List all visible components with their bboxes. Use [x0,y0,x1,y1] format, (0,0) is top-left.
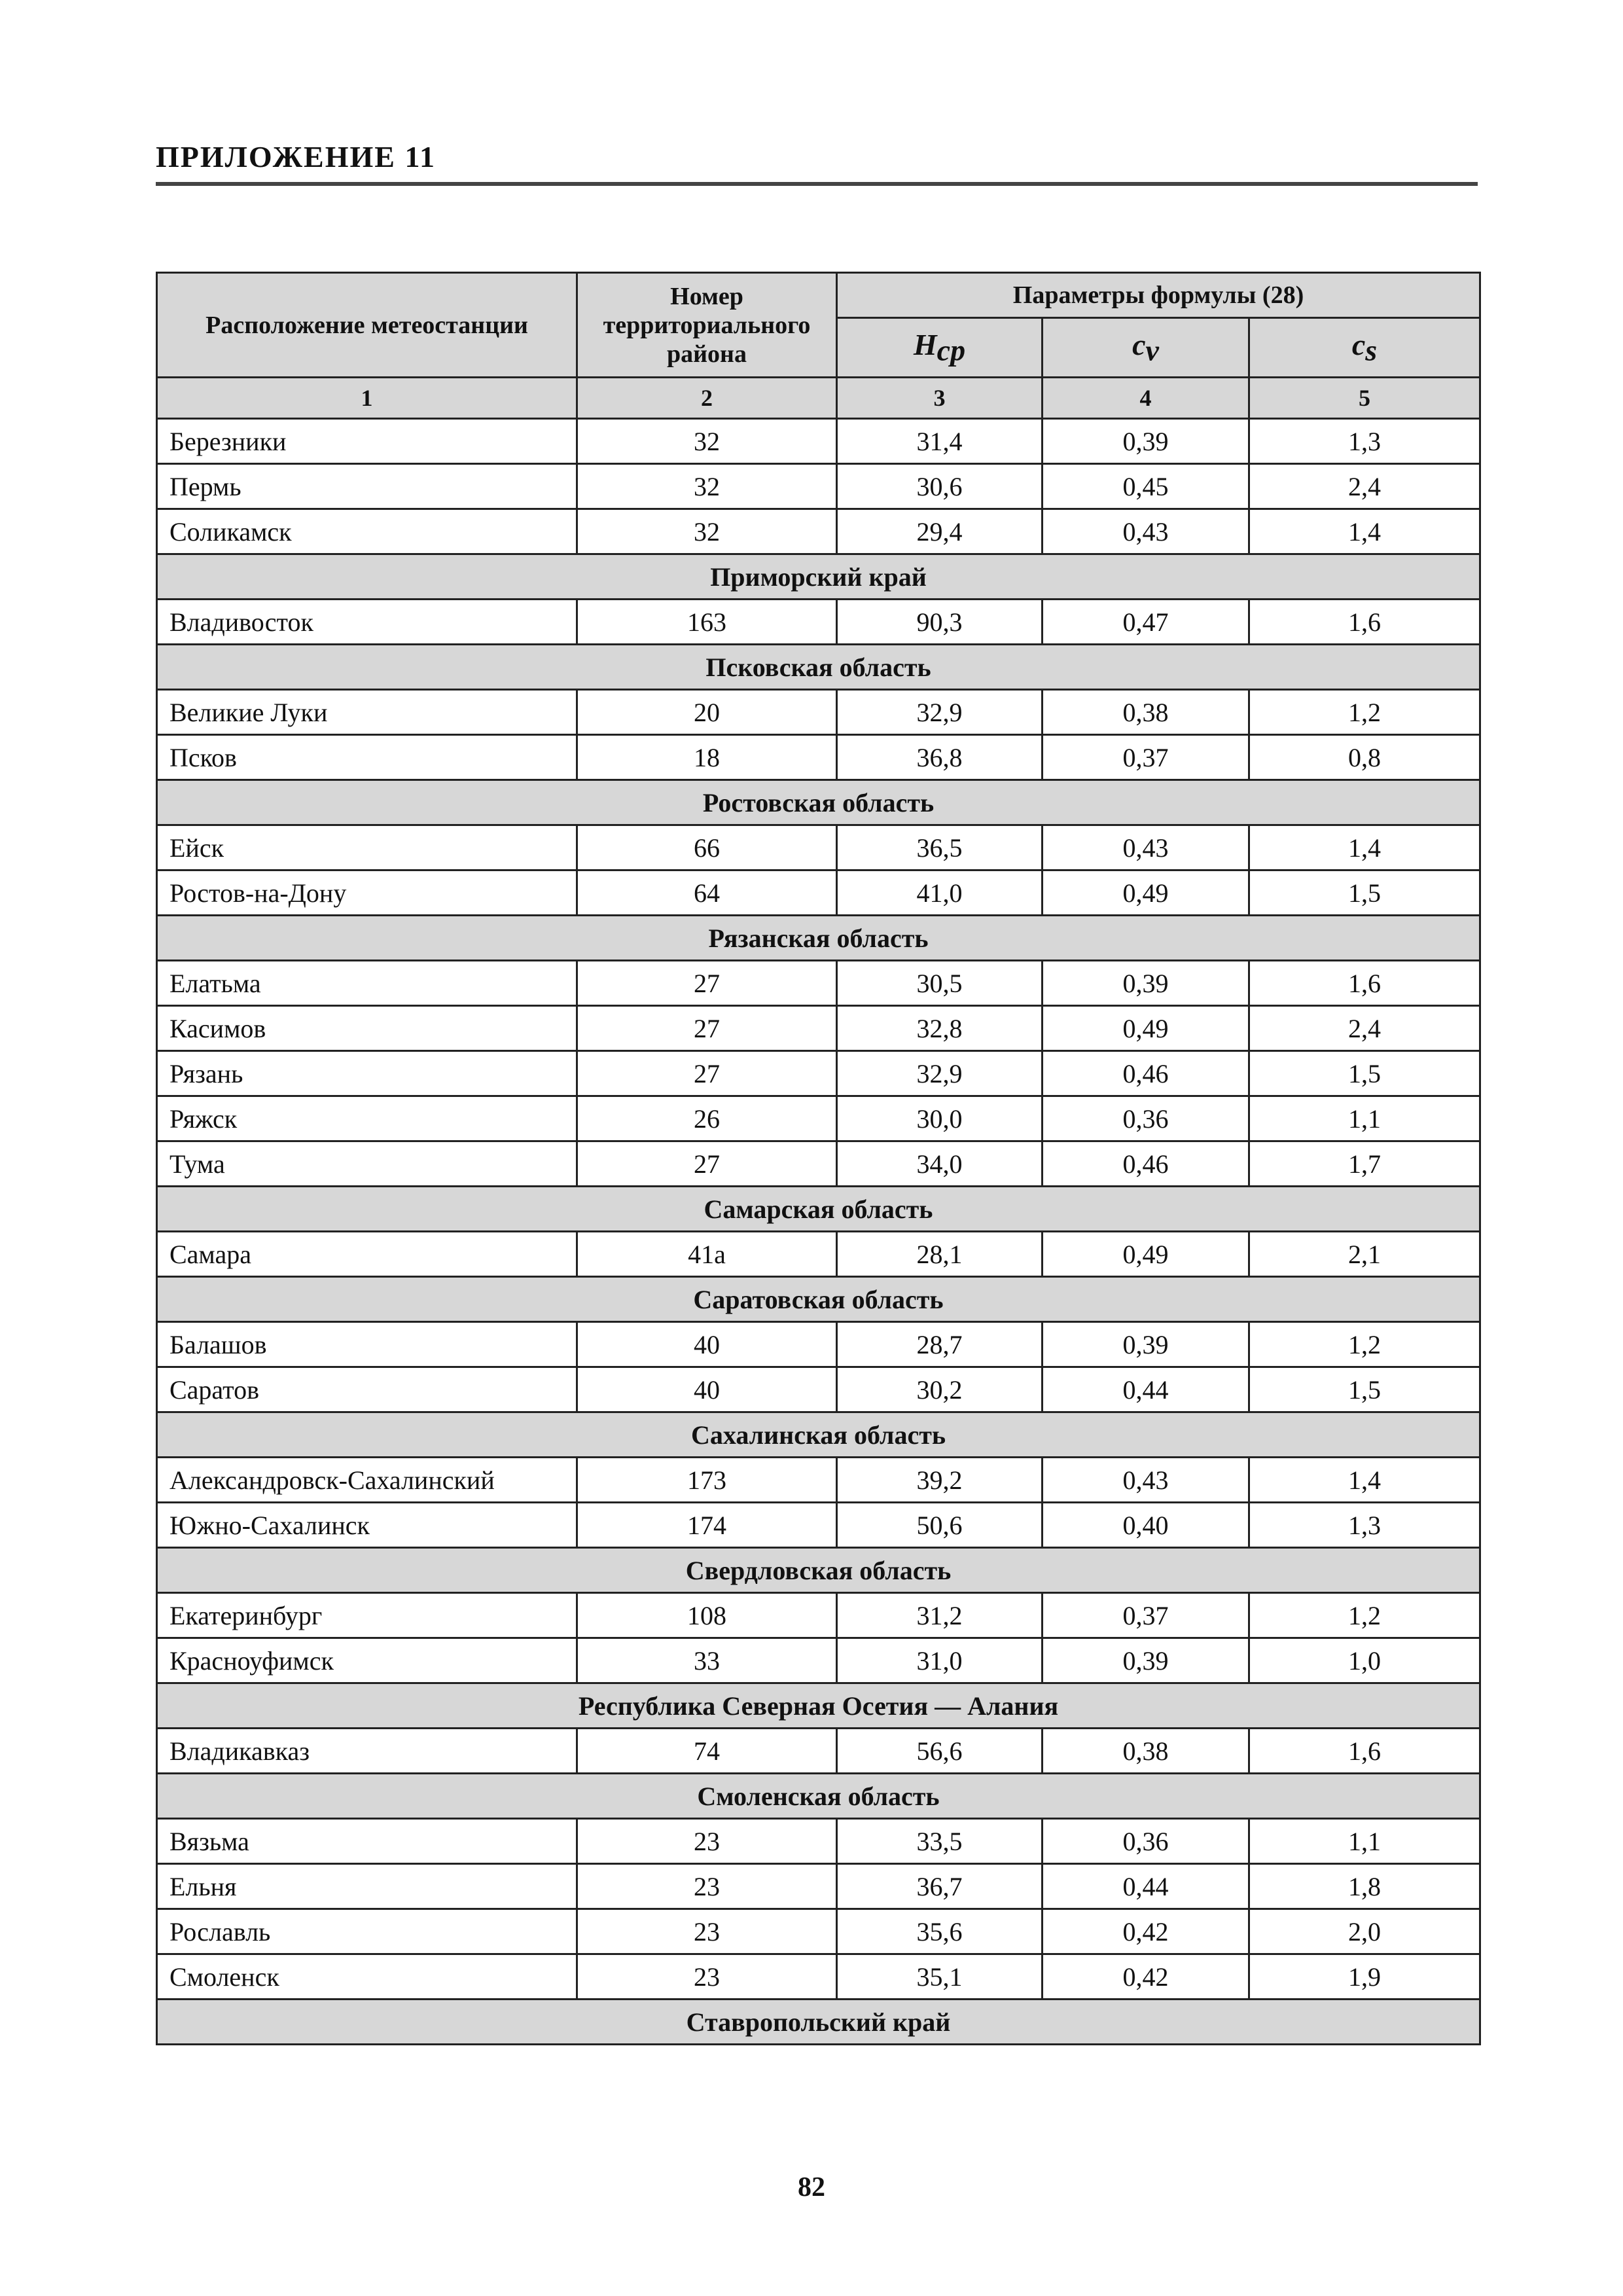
h-avg-value: 32,9 [837,690,1043,735]
header-divider [156,182,1478,186]
region-header-row [157,1774,1480,1819]
h-avg-value: 28,7 [837,1322,1043,1367]
table-row [157,1141,1480,1187]
region-name: Ставропольский край [157,2000,1480,2045]
table-row [157,1096,1480,1141]
district-number: 27 [577,1006,837,1051]
h-avg-value: 56,6 [837,1729,1043,1774]
cv-value: 0,44 [1043,1367,1249,1412]
parameters-table [156,272,1481,2045]
table-row [157,735,1480,780]
district-number: 27 [577,1141,837,1187]
cs-value: 1,1 [1249,1096,1480,1141]
cv-value: 0,37 [1043,1593,1249,1638]
region-header-row [157,1187,1480,1232]
region-header-row [157,1683,1480,1729]
district-number: 23 [577,1954,837,2000]
station-name: Красноуфимск [157,1638,577,1683]
region-name: Приморский край [157,554,1480,600]
district-number: 40 [577,1322,837,1367]
region-name: Смоленская область [157,1774,1480,1819]
cs-value: 1,0 [1249,1638,1480,1683]
station-name: Ростов-на-Дону [157,870,577,916]
cs-value: 1,5 [1249,870,1480,916]
cv-value: 0,45 [1043,464,1249,509]
station-name: Псков [157,735,577,780]
cv-value: 0,39 [1043,419,1249,464]
region-name: Сахалинская область [157,1412,1480,1458]
district-number: 32 [577,509,837,554]
h-avg-value: 36,8 [837,735,1043,780]
table-row [157,961,1480,1006]
station-name: Тума [157,1141,577,1187]
station-name: Ейск [157,825,577,870]
table-row [157,1503,1480,1548]
cs-value: 1,1 [1249,1819,1480,1864]
region-header-row [157,2000,1480,2045]
table-row [157,1729,1480,1774]
district-number: 40 [577,1367,837,1412]
page-number: 82 [798,2172,825,2202]
h-avg-value: 31,2 [837,1593,1043,1638]
column-number: 4 [1043,378,1249,419]
station-name: Саратов [157,1367,577,1412]
station-name: Ельня [157,1864,577,1909]
column-number: 3 [837,378,1043,419]
station-name: Владивосток [157,600,577,645]
district-number: 18 [577,735,837,780]
cs-value: 1,7 [1249,1141,1480,1187]
cs-value: 1,6 [1249,1729,1480,1774]
column-header-cv: $c_v$ [1043,318,1249,378]
cs-value: 1,5 [1249,1051,1480,1096]
table-row [157,464,1480,509]
district-number: 23 [577,1864,837,1909]
h-avg-value: 41,0 [837,870,1043,916]
table-row [157,1819,1480,1864]
cv-value: 0,40 [1043,1503,1249,1548]
station-name: Касимов [157,1006,577,1051]
cs-value: 1,2 [1249,1322,1480,1367]
station-name: Вязьма [157,1819,577,1864]
station-name: Рославль [157,1909,577,1954]
cv-value: 0,42 [1043,1909,1249,1954]
column-header-h-avg: $H_{ср}$ [837,318,1043,378]
column-header-district: Номер территориального района [577,273,837,378]
cv-value: 0,36 [1043,1096,1249,1141]
table-row [157,1051,1480,1096]
district-number: 26 [577,1096,837,1141]
h-avg-value: 30,2 [837,1367,1043,1412]
table-row [157,1367,1480,1412]
station-name: Березники [157,419,577,464]
cs-value: 1,4 [1249,825,1480,870]
district-number: 32 [577,464,837,509]
district-number: 74 [577,1729,837,1774]
h-avg-value: 36,5 [837,825,1043,870]
cv-value: 0,47 [1043,600,1249,645]
cv-value: 0,46 [1043,1141,1249,1187]
table-row [157,1232,1480,1277]
district-number: 41а [577,1232,837,1277]
cs-value: 1,5 [1249,1367,1480,1412]
column-number-row [157,378,1480,419]
district-number: 23 [577,1909,837,1954]
column-number: 1 [157,378,577,419]
district-number: 33 [577,1638,837,1683]
region-name: Свердловская область [157,1548,1480,1593]
station-name: Пермь [157,464,577,509]
h-avg-value: 39,2 [837,1458,1043,1503]
station-name: Соликамск [157,509,577,554]
table-row [157,1909,1480,1954]
h-avg-value: 30,6 [837,464,1043,509]
column-header-params: Параметры формулы (28) [837,273,1480,318]
column-header-location: Расположение метеостанции [157,273,577,378]
district-number: 23 [577,1819,837,1864]
h-avg-value: 31,4 [837,419,1043,464]
page-header [156,139,1478,175]
h-avg-value: 28,1 [837,1232,1043,1277]
table-row [157,1638,1480,1683]
district-number: 163 [577,600,837,645]
cv-value: 0,38 [1043,690,1249,735]
cs-value: 1,2 [1249,1593,1480,1638]
region-name: Псковская область [157,645,1480,690]
station-name: Смоленск [157,1954,577,2000]
cv-value: 0,49 [1043,1232,1249,1277]
cs-value: 2,1 [1249,1232,1480,1277]
column-header-cs: $c_s$ [1249,318,1480,378]
cs-value: 1,3 [1249,1503,1480,1548]
table-row [157,1458,1480,1503]
cv-value: 0,49 [1043,1006,1249,1051]
station-name: Ряжск [157,1096,577,1141]
cv-value: 0,39 [1043,1322,1249,1367]
h-avg-value: 33,5 [837,1819,1043,1864]
district-number: 66 [577,825,837,870]
table-row [157,509,1480,554]
cv-value: 0,36 [1043,1819,1249,1864]
region-name: Рязанская область [157,916,1480,961]
page-title: ПРИЛОЖЕНИЕ 11 [156,140,436,173]
table-body [157,419,1480,2045]
cs-value: 1,8 [1249,1864,1480,1909]
district-number: 64 [577,870,837,916]
h-avg-value: 35,6 [837,1909,1043,1954]
cs-value: 1,9 [1249,1954,1480,2000]
cv-value: 0,43 [1043,509,1249,554]
station-name: Рязань [157,1051,577,1096]
station-name: Елатьма [157,961,577,1006]
cs-value: 1,3 [1249,419,1480,464]
cs-value: 1,4 [1249,1458,1480,1503]
station-name: Александровск-Сахалинский [157,1458,577,1503]
table-row [157,1954,1480,2000]
region-header-row [157,780,1480,825]
cs-value: 2,0 [1249,1909,1480,1954]
district-number: 27 [577,961,837,1006]
h-avg-value: 32,9 [837,1051,1043,1096]
region-header-row [157,1412,1480,1458]
region-name: Ростовская область [157,780,1480,825]
h-avg-value: 35,1 [837,1954,1043,2000]
region-header-row [157,554,1480,600]
cs-value: 2,4 [1249,464,1480,509]
table-header-row [157,273,1480,318]
region-header-row [157,645,1480,690]
cv-value: 0,43 [1043,1458,1249,1503]
cs-value: 0,8 [1249,735,1480,780]
region-header-row [157,1548,1480,1593]
region-header-row [157,916,1480,961]
cv-value: 0,37 [1043,735,1249,780]
district-number: 27 [577,1051,837,1096]
h-avg-value: 29,4 [837,509,1043,554]
table-row [157,1006,1480,1051]
district-number: 32 [577,419,837,464]
cv-value: 0,39 [1043,961,1249,1006]
cs-value: 1,6 [1249,961,1480,1006]
h-avg-value: 34,0 [837,1141,1043,1187]
cs-value: 1,2 [1249,690,1480,735]
cs-value: 2,4 [1249,1006,1480,1051]
table-row [157,600,1480,645]
table-row [157,1322,1480,1367]
table-row [157,690,1480,735]
cv-value: 0,49 [1043,870,1249,916]
district-number: 108 [577,1593,837,1638]
h-avg-value: 31,0 [837,1638,1043,1683]
cv-value: 0,44 [1043,1864,1249,1909]
column-number: 2 [577,378,837,419]
station-name: Екатеринбург [157,1593,577,1638]
district-number: 173 [577,1458,837,1503]
cv-value: 0,39 [1043,1638,1249,1683]
table-row [157,825,1480,870]
station-name: Великие Луки [157,690,577,735]
h-avg-value: 30,5 [837,961,1043,1006]
district-number: 174 [577,1503,837,1548]
h-avg-value: 90,3 [837,600,1043,645]
region-name: Самарская область [157,1187,1480,1232]
h-avg-value: 50,6 [837,1503,1043,1548]
station-name: Владикавказ [157,1729,577,1774]
station-name: Самара [157,1232,577,1277]
station-name: Балашов [157,1322,577,1367]
h-avg-value: 36,7 [837,1864,1043,1909]
district-number: 20 [577,690,837,735]
table-row [157,870,1480,916]
region-header-row [157,1277,1480,1322]
table-row [157,1593,1480,1638]
cs-value: 1,4 [1249,509,1480,554]
station-name: Южно-Сахалинск [157,1503,577,1548]
cs-value: 1,6 [1249,600,1480,645]
h-avg-value: 30,0 [837,1096,1043,1141]
table-row [157,1864,1480,1909]
h-avg-value: 32,8 [837,1006,1043,1051]
region-name: Саратовская область [157,1277,1480,1322]
cv-value: 0,43 [1043,825,1249,870]
region-name: Республика Северная Осетия — Алания [157,1683,1480,1729]
cv-value: 0,38 [1043,1729,1249,1774]
cv-value: 0,46 [1043,1051,1249,1096]
column-number: 5 [1249,378,1480,419]
table-row [157,419,1480,464]
cv-value: 0,42 [1043,1954,1249,2000]
